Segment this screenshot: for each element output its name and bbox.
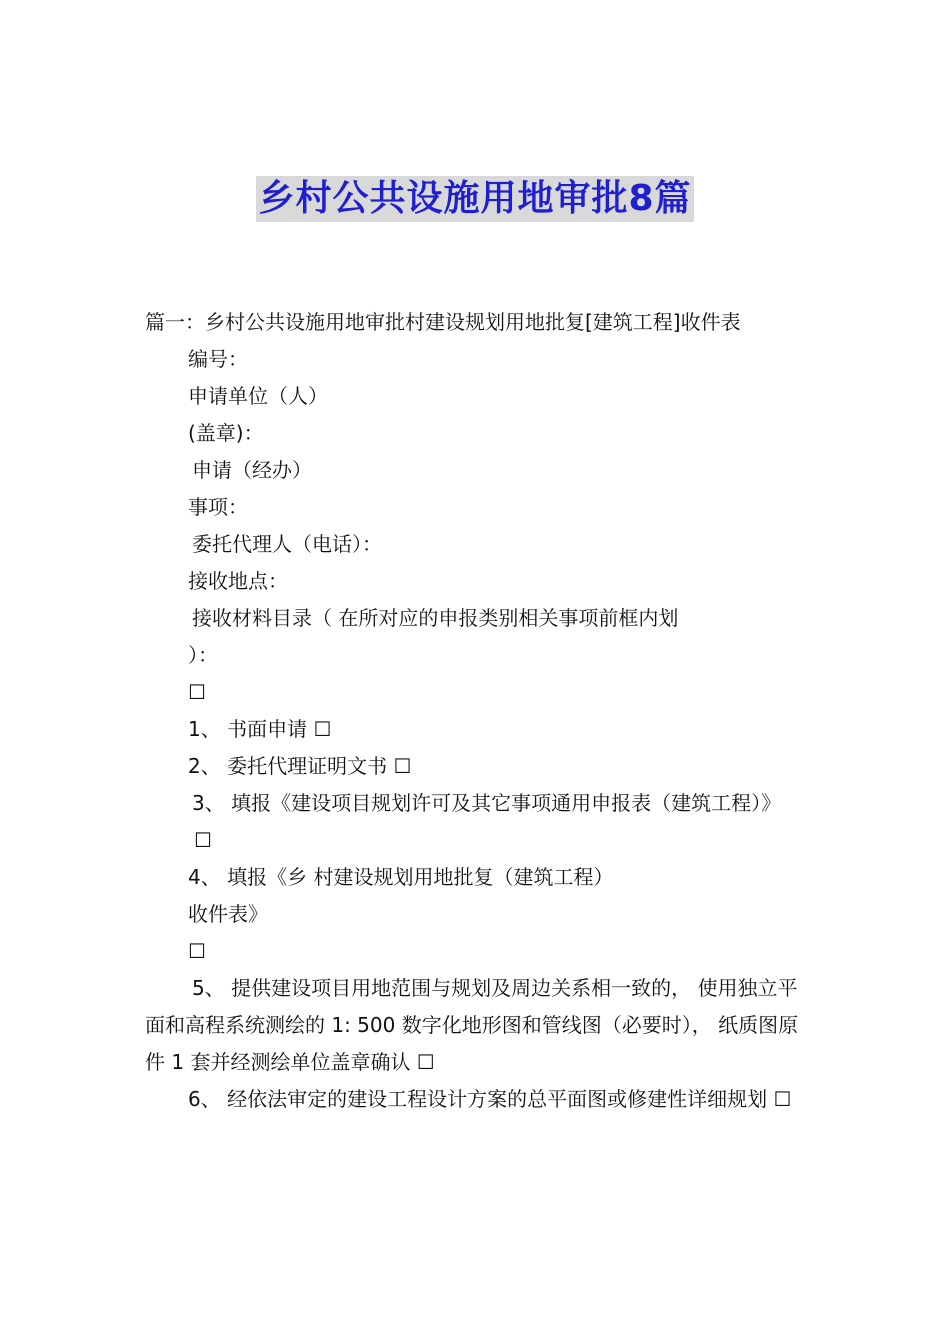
field-location: 接收地点： bbox=[188, 569, 288, 593]
checkbox-symbol-3: ☐ bbox=[188, 939, 206, 963]
document-body bbox=[145, 304, 807, 1118]
field-applicant: 申请单位（人） bbox=[188, 384, 328, 408]
material-item-5: 5、 提供建设项目用地范围与规划及周边关系相一致的， 使用独立平面和高程系统测绘的 1: 500 数字化地形图和管线图（必要时）， 纸质图原件 1 套并经测绘单位盖章确认 ☐ bbox=[145, 976, 799, 1074]
checkbox-symbol: ☐ bbox=[188, 680, 206, 704]
document-title: 乡村公共设施用地审批8篇 bbox=[256, 176, 693, 222]
title-container bbox=[0, 176, 950, 222]
material-item-4: 4、 填报《乡 村建设规划用地批复（建筑工程） bbox=[188, 865, 614, 889]
material-item-2: 2、 委托代理证明文书 ☐ bbox=[188, 754, 412, 778]
material-item-4-continued: 收件表》 bbox=[188, 902, 268, 926]
section-heading: 篇一：乡村公共设施用地审批村建设规划用地批复[建筑工程]收件表 bbox=[145, 310, 741, 334]
field-matter: 事项： bbox=[188, 495, 248, 519]
material-item-1: 1、 书面申请 ☐ bbox=[188, 717, 332, 741]
field-seal: (盖章)： bbox=[188, 421, 264, 445]
field-agent: 委托代理人（电话）： bbox=[192, 532, 382, 556]
material-item-6: 6、 经依法审定的建设工程设计方案的总平面图或修建性详细规划 ☐ bbox=[188, 1087, 792, 1111]
materials-list-heading-end: ）： bbox=[188, 643, 218, 667]
checkbox-symbol-2: ☐ bbox=[194, 828, 212, 852]
material-item-3: 3、 填报《建设项目规划许可及其它事项通用申报表（建筑工程）》 bbox=[192, 791, 782, 815]
materials-list-heading: 接收材料目录（ 在所对应的申报类别相关事项前框内划 bbox=[192, 606, 679, 630]
field-number: 编号： bbox=[188, 347, 248, 371]
field-handling: 申请（经办） bbox=[192, 458, 312, 482]
